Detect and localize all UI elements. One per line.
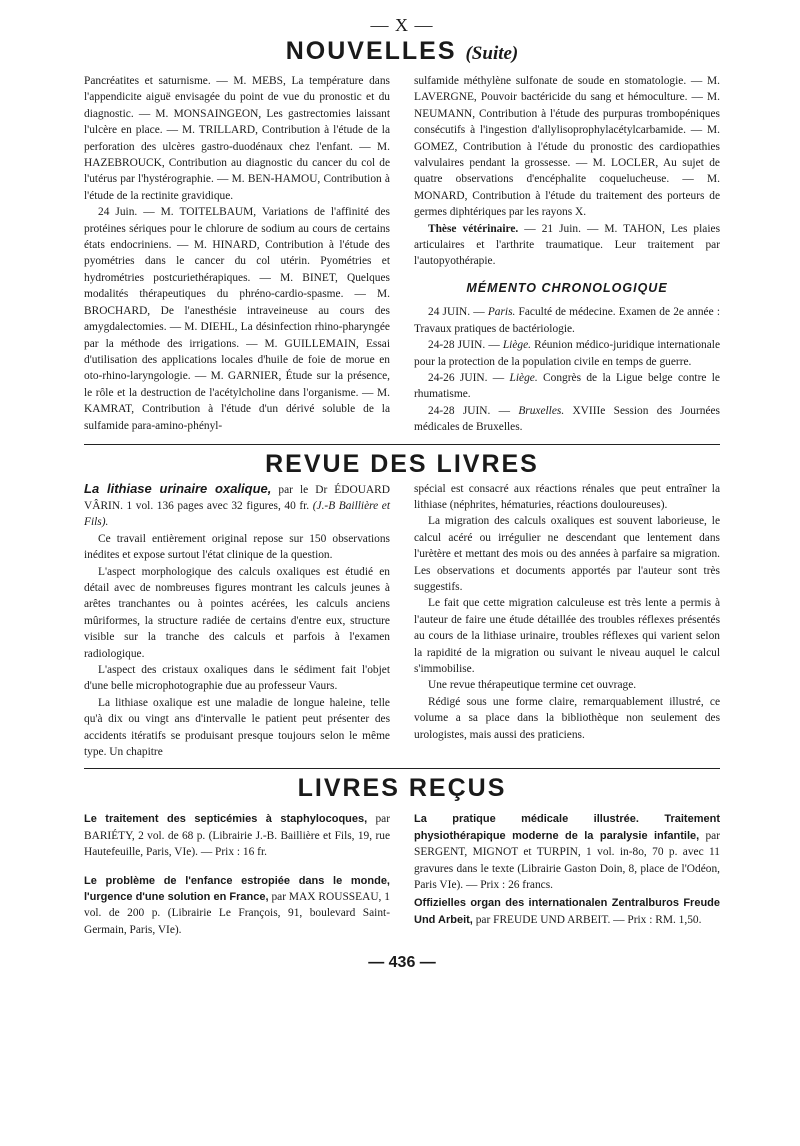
nouvelles-left-column xyxy=(84,73,390,436)
memento-title: MÉMENTO CHRONOLOGIQUE xyxy=(466,280,668,295)
nouvelles-title xyxy=(84,36,720,69)
review-paragraph: L'aspect des cristaux oxaliques dans le sédiment fait l'objet d'une belle microphotographie due au professeur Vaurs. xyxy=(84,664,390,693)
recus-title: LIVRES REÇUS xyxy=(297,774,507,803)
revue-columns xyxy=(84,481,720,761)
recus-left-column xyxy=(84,811,390,950)
review-paragraph: Rédigé sous une forme claire, remarquablement illustré, ce volume a sa place dans la bibliothèque non seulement des urologistes, mais aussi des praticiens. xyxy=(414,695,720,741)
revue-right-column xyxy=(414,481,720,761)
nouvelles-paragraph: Pancréatites et saturnisme. — M. MEBS, La température dans l'appendicite aiguë envisagée du point de vue du pronostic et du diagnostic. — M. MONSAINGEON, Les gastrectomies laissant l'ulcère en place. — M. TRILLARD, Contribution à l'étude de la perforation des ulcères gastro-duodénaux chez l'enfant. — M. HAZEBROUCK, Contribution au diagnostic du cancer du col de l'utérus par l'hystérographie. — M. BEN-HAMOU, Contribution à l'étude de la rectinite gravidique. xyxy=(84,75,390,202)
received-book: La pratique médicale illustrée. Traitement physiothérapique moderne de la paralysie infantile, par SERGENT, MIGNOT et TURPIN, 1 vol. in-8o, 70 p. avec 11 gravures dans le texte (Librairie Gaston Doin, 8, place de l'Odéon, Paris VIe). — Prix : 26 francs. xyxy=(414,813,720,892)
nouvelles-columns xyxy=(84,73,720,436)
these-text: — 21 Juin. — M. TAHON, Les plaies articulaires et l'arthrite traumatique. Leur traitement par l'autopyothérapie. xyxy=(414,222,720,268)
nouvelles-right-column xyxy=(414,73,720,436)
memento-entry: 24-28 JUIN. — Liège. Réunion médico-juridique internationale pour la protection de la population civile en temps de guerre. xyxy=(414,339,720,368)
review-paragraph: Une revue thérapeutique termine cet ouvrage. xyxy=(428,679,637,692)
bottom-folio: — 436 — xyxy=(368,954,436,972)
received-book: Le problème de l'enfance estropiée dans le monde, l'urgence d'une solution en France, par MAX ROUSSEAU, 1 vol. de 200 p. (Librairie Le François, 91, boulevard Saint-Germain, Paris, VIe). xyxy=(84,874,390,936)
section-divider xyxy=(84,768,720,769)
nouvelles-paragraph: sulfamide méthylène sulfonate de soude en stomatologie. — M. LAVERGNE, Pouvoir bactéricide du sang et hémoculture. — M. NEUMANN, Contribution à l'étude des purpuras trombopéniques consécutifs à l'ingestion d'allylisoprophylacétylcarbamide. — M. GOMEZ, Contribution à l'étude du pronostic des cardiopathies valvulaires pendant la grossesse. — M. LOCLER, Au sujet de quatre observations d'encéphalite coquelucheuse. — M. MONARD, Contribution à l'étude du traitement des porteurs de germes diphtériques par les rayons X. xyxy=(414,75,720,219)
book-title: La lithiase urinaire oxalique, xyxy=(84,480,272,496)
page xyxy=(84,14,720,972)
review-paragraph: Le fait que cette migration calculeuse est très lente a permis à l'auteur de faire une étude détaillée des troubles réflexes présentés au cours de la lithiase urinaire, troubles réflexes qui varient selon la rapidité de la migration ou suivant le niveau auquel le calcul s'immobilise. xyxy=(414,597,720,675)
book-publisher: (J.-B Baillière et Fils). xyxy=(84,499,390,529)
memento-entry: 24-28 JUIN. — Bruxelles. XVIIIe Session des Journées médicales de Bruxelles. xyxy=(414,404,720,434)
nouvelles-paragraph: 24 Juin. — M. TOITELBAUM, Variations de l'affinité des protéines sériques pour le chlorure de sodium au cours de certains états endocriniens. — M. HINARD, Contribution à l'étude des pyométries dans le cancer du col utérin. Pyométries et hydrométries postcuriethérapiques. — M. BINET, Quelques modalités thérapeutiques du phréno-cardio-spasme. — M. BROCHARD, De l'anesthésie intraveineuse au cours des amygdalectomies. — M. DIEHL, La désinfection rhino-pharyngée par la méthode des irrigations. — M. GUILLEMAIN, Essai d'utilisation des applications locales d'huile de foie de morue en oto-rhino-laryngologie. — M. GARNIER, Étude sur la présence, le rôle et la destruction de l'acétylcholine dans l'organisme. — M. KAMRAT, Contribution à l'étude d'un dérivé soluble de la sulfamide para-amino-phényl- xyxy=(84,206,390,432)
received-book: Le traitement des septicémies à staphylocoques, par BARIÉTY, 2 vol. de 68 p. (Librairie J.-B. Baillière et Fils, 19, rue Hautefeuille, Paris, VIe). — Prix : 16 fr. xyxy=(84,813,390,859)
review-paragraph: La lithiase oxalique est une maladie de longue haleine, telle qu'à dix ou vingt ans d'intervalle le patient peut présenter des accidents itératifs se produisant presque toujours selon le même type. Un chapitre xyxy=(84,696,390,759)
review-paragraph: L'aspect morphologique des calculs oxaliques est étudié en détail avec de nombreuses figures montrant les calculs jeunes à arêtes tranchantes ou à pointes acérées, les calculs anciens mûriformes, la structure radiée de certains d'entre eux, structure visible sur la tranche des calculs et parfois à l'examen radiologique. xyxy=(84,565,390,660)
memento-entry: 24 JUIN. — Paris. Faculté de médecine. Examen de 2e année : Travaux pratiques de bactériologie. xyxy=(414,306,721,335)
recus-columns xyxy=(84,811,720,950)
received-book: Offizielles organ des internationalen Zentralburos Freude Und Arbeit, par FREUDE UND ARBEIT. — Prix : RM. 1,50. xyxy=(414,897,720,926)
nouvelles-title-suffix: (Suite) xyxy=(465,43,519,64)
revue-title: REVUE DES LIVRES xyxy=(265,449,539,478)
review-paragraph: Ce travail entièrement original repose sur 150 observations inédites et expose surtout l'état clinique de la question. xyxy=(84,532,390,562)
memento-entry: 24-26 JUIN. — Liège. Congrès de la Ligue belge contre le rhumatisme. xyxy=(414,371,720,401)
recus-right-column xyxy=(414,811,720,950)
book-author: par le Dr ÉDOUARD VÂRIN. 1 vol. 136 pages avec 32 figures, 40 fr. xyxy=(84,483,390,512)
nouvelles-title-text: NOUVELLES xyxy=(285,37,457,65)
these-paragraph xyxy=(414,221,720,270)
these-label: Thèse vétérinaire. xyxy=(428,222,519,235)
section-divider xyxy=(84,444,720,445)
review-paragraph: spécial est consacré aux réactions rénales que peut entraîner la lithiase (néphrites, hématuries, réactions douloureuses). xyxy=(414,482,720,511)
revue-left-column xyxy=(84,481,390,761)
review-paragraph: La migration des calculs oxaliques est souvent laborieuse, le calcul acéré ou irrégulier ne descendant que lentement dans l'urètère et mettant des mois ou des années à parfaire sa migration. Les observations et documents apportés par l'auteur sont très suggestifs. xyxy=(414,515,720,593)
top-folio: — X — xyxy=(370,15,434,35)
book-reference xyxy=(84,481,390,531)
